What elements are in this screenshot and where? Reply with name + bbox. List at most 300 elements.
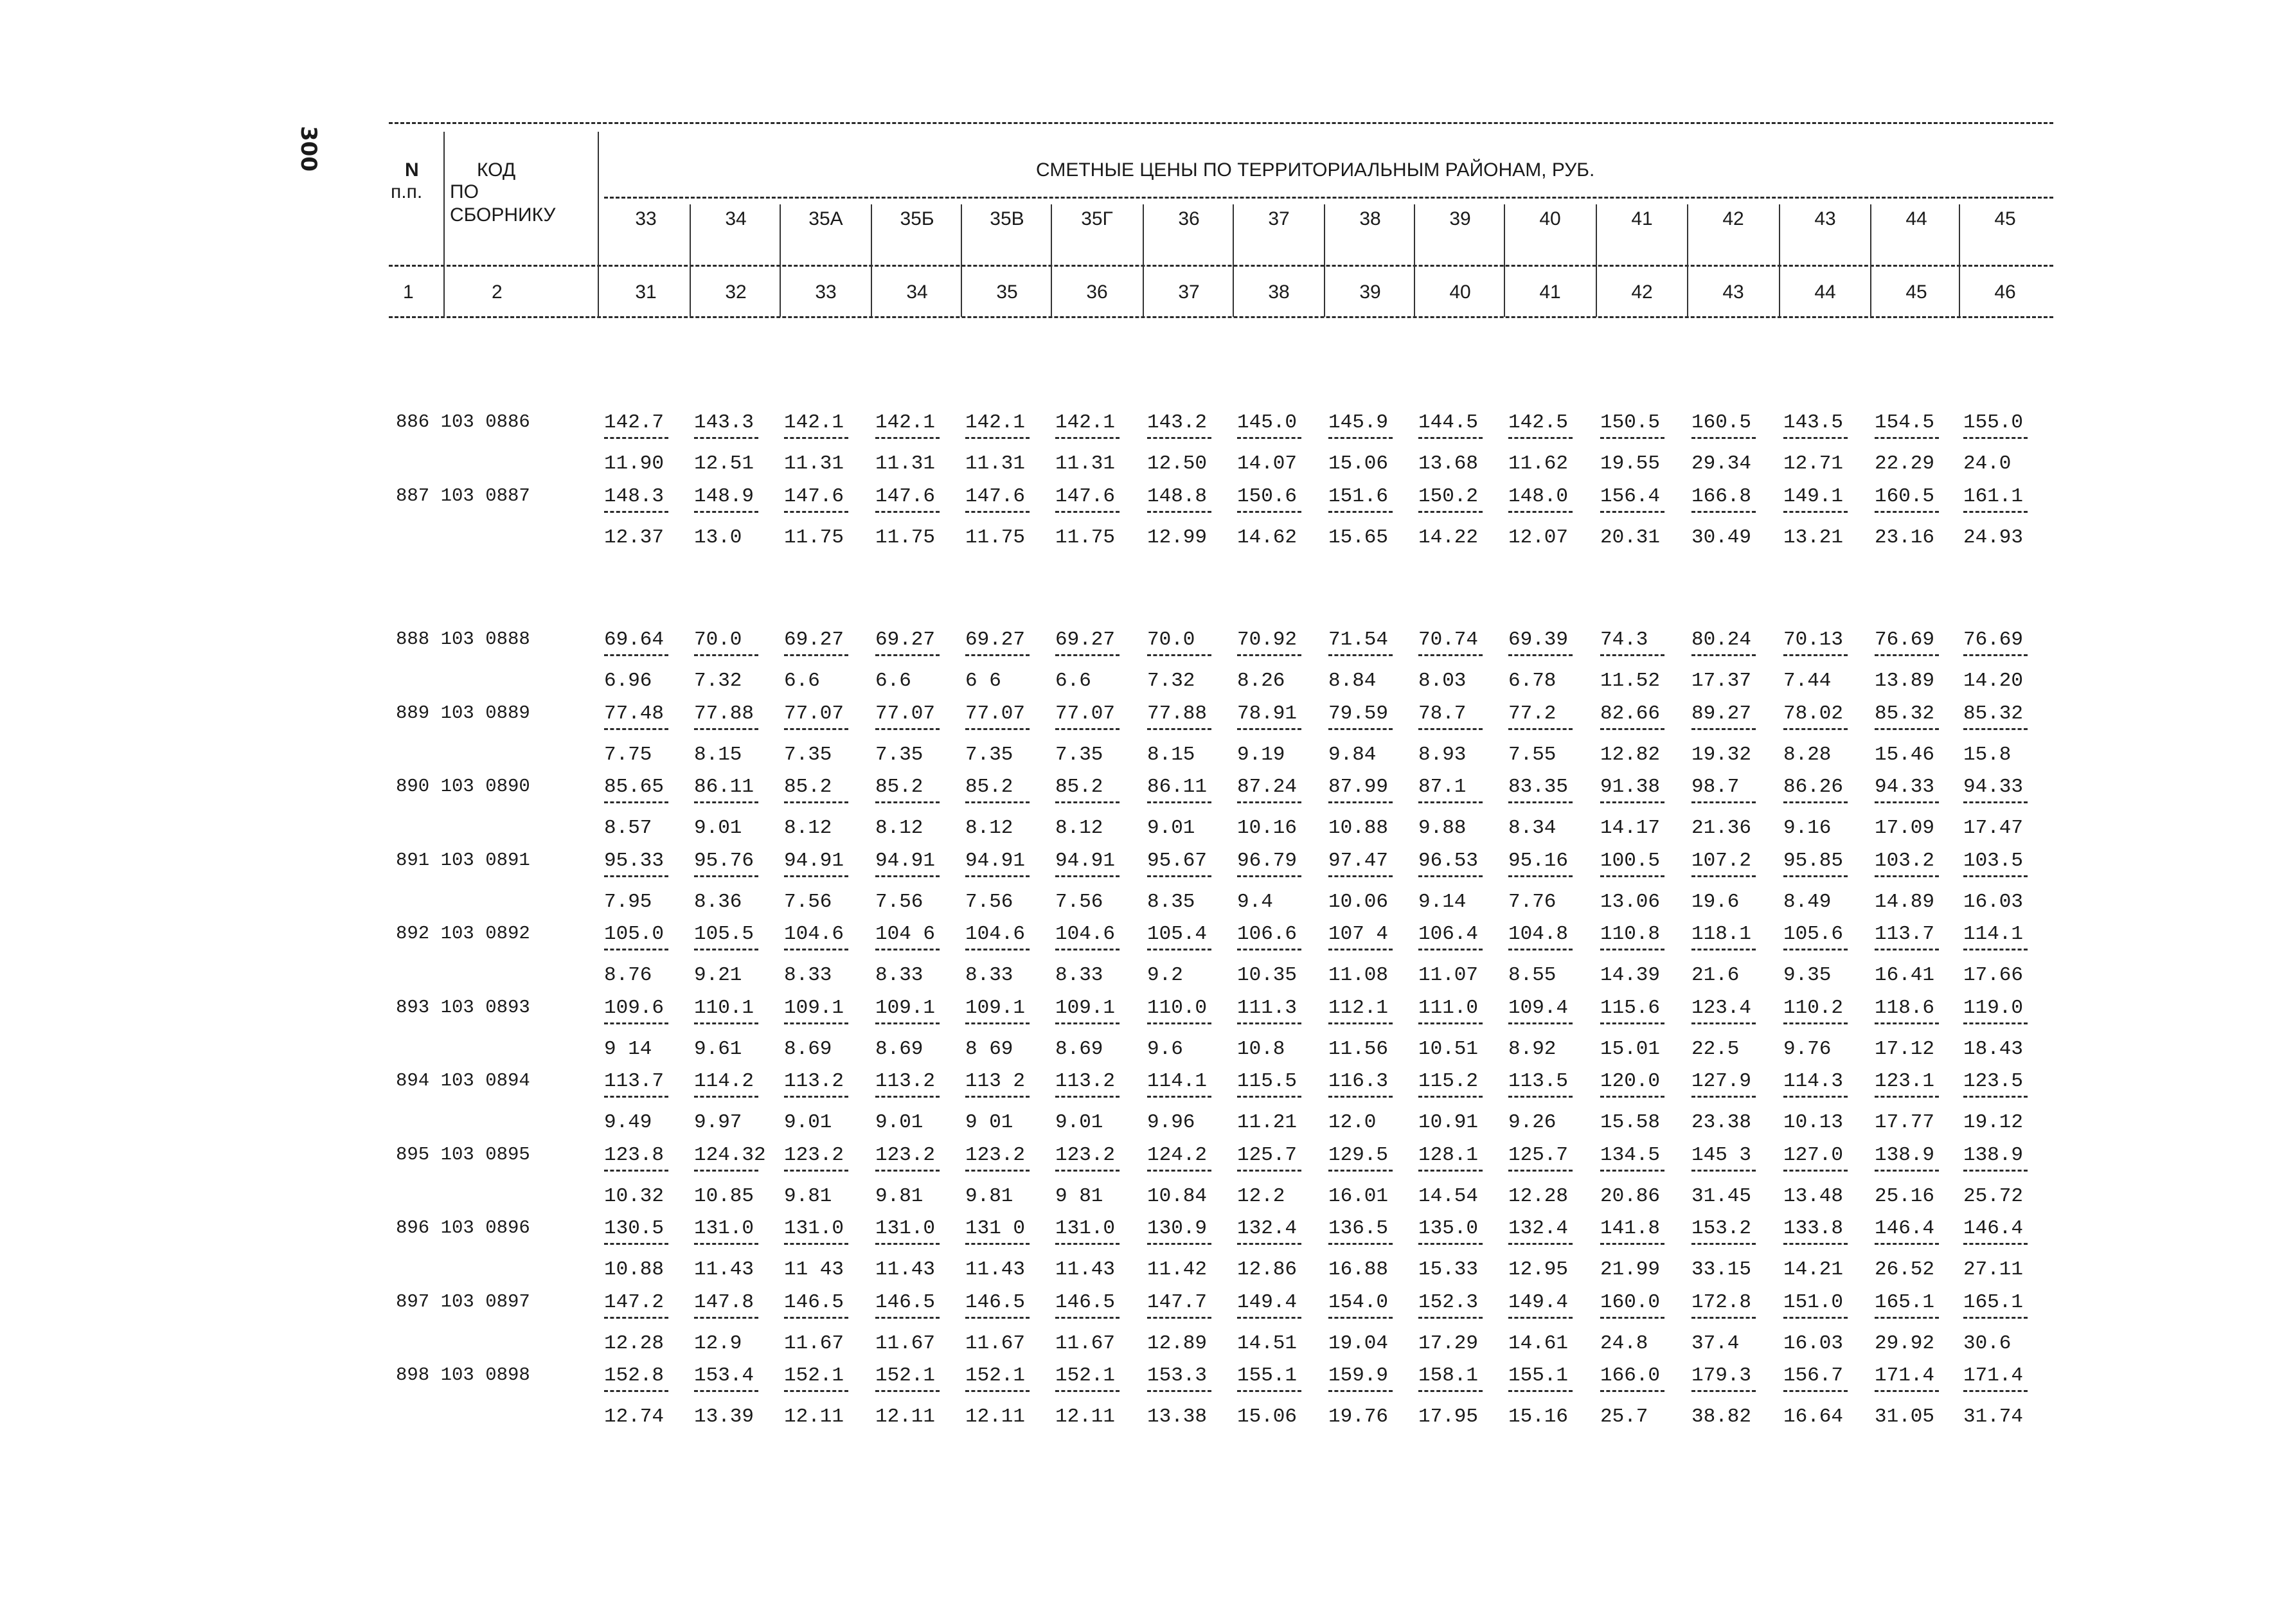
price-sub-value: 10.88 <box>1328 817 1389 839</box>
price-sub-value: 9.96 <box>1147 1111 1195 1134</box>
price-sub-value: 19.6 <box>1691 890 1740 913</box>
price-sub-value: 14.22 <box>1418 526 1479 549</box>
price-value: 78.02 <box>1783 702 1844 725</box>
price-value: 94.33 <box>1963 776 2024 798</box>
price-sub-value: 9.01 <box>1147 817 1195 839</box>
price-sub-value: 12.99 <box>1147 526 1208 549</box>
price-sub-value: 21.99 <box>1600 1258 1661 1281</box>
fraction-rule <box>694 875 758 877</box>
price-sub-value: 6 6 <box>965 670 1001 692</box>
column-separator <box>1051 204 1052 317</box>
fraction-rule <box>1147 801 1211 803</box>
fraction-rule <box>1691 1096 1756 1098</box>
fraction-rule <box>1328 1317 1393 1319</box>
page-number: 300 <box>296 126 321 172</box>
price-value: 148.3 <box>604 485 665 508</box>
price-value: 133.8 <box>1783 1217 1844 1240</box>
price-value: 113.2 <box>784 1070 844 1093</box>
price-sub-value: 13.06 <box>1600 890 1661 913</box>
price-value: 80.24 <box>1691 629 1752 651</box>
price-value: 78.7 <box>1418 702 1467 725</box>
price-sub-value: 10.16 <box>1237 817 1298 839</box>
price-value: 165.1 <box>1875 1290 1935 1314</box>
price-sub-value: 12.82 <box>1600 743 1661 766</box>
price-value: 128.1 <box>1418 1143 1479 1166</box>
fraction-rule <box>1963 437 2028 439</box>
price-value: 147.8 <box>694 1290 754 1314</box>
price-sub-value: 15.58 <box>1600 1111 1661 1134</box>
price-sub-value: 13.48 <box>1783 1184 1844 1208</box>
fraction-rule <box>784 437 848 439</box>
fraction-rule <box>604 1170 668 1172</box>
price-value: 138.9 <box>1963 1143 2024 1166</box>
price-sub-value: 11.56 <box>1328 1037 1389 1060</box>
price-sub-value: 25.16 <box>1875 1184 1935 1208</box>
price-value: 146.4 <box>1875 1217 1935 1240</box>
price-value: 123.4 <box>1691 996 1752 1019</box>
price-sub-value: 14.51 <box>1237 1332 1298 1355</box>
fraction-rule <box>1783 1170 1848 1172</box>
price-sub-value: 10.84 <box>1147 1184 1208 1208</box>
fraction-rule <box>1875 654 1939 656</box>
price-value: 143.2 <box>1147 411 1208 434</box>
price-value: 114.1 <box>1147 1070 1208 1093</box>
price-value: 113.5 <box>1508 1070 1569 1093</box>
price-value: 145 3 <box>1691 1143 1752 1166</box>
column-separator <box>1959 204 1960 317</box>
fraction-rule <box>784 654 848 656</box>
price-value: 94.91 <box>965 849 1026 872</box>
fraction-rule <box>784 1170 848 1172</box>
fraction-rule <box>965 1096 1030 1098</box>
price-sub-value: 25.72 <box>1963 1184 2024 1208</box>
price-value: 160.5 <box>1691 411 1752 434</box>
fraction-rule <box>875 437 940 439</box>
price-sub-value: 8.12 <box>1055 817 1103 839</box>
price-sub-value: 19.12 <box>1963 1111 2024 1134</box>
fraction-rule <box>1508 654 1573 656</box>
price-sub-value: 11.67 <box>965 1332 1026 1355</box>
fraction-rule <box>694 1170 758 1172</box>
fraction-rule <box>1418 801 1483 803</box>
price-sub-value: 9.19 <box>1237 743 1285 766</box>
price-value: 89.27 <box>1691 702 1752 725</box>
price-value: 125.7 <box>1508 1143 1569 1166</box>
fraction-rule <box>1147 1317 1211 1319</box>
price-sub-value: 7.35 <box>784 743 832 766</box>
header-npp-label: п.п. <box>391 181 423 202</box>
price-value: 147.7 <box>1147 1290 1208 1314</box>
row-code-label: 892 103 0892 <box>396 923 530 944</box>
district-header: 37 <box>1268 208 1290 229</box>
price-value: 152.1 <box>875 1364 936 1387</box>
fraction-rule <box>875 1170 940 1172</box>
column-separator <box>1143 204 1144 317</box>
fraction-rule <box>1418 728 1483 730</box>
price-sub-value: 9 01 <box>965 1111 1013 1134</box>
price-value: 77.07 <box>784 702 844 725</box>
fraction-rule <box>1508 875 1573 877</box>
fraction-rule <box>1418 1022 1483 1024</box>
price-sub-value: 11.31 <box>875 452 936 475</box>
fraction-rule <box>604 949 668 950</box>
fraction-rule <box>1963 511 2028 513</box>
fraction-rule <box>1508 949 1573 950</box>
fraction-rule <box>784 728 848 730</box>
price-value: 146.5 <box>1055 1290 1116 1314</box>
price-sub-value: 24.8 <box>1600 1332 1648 1355</box>
fraction-rule <box>1963 1170 2028 1172</box>
price-sub-value: 14.20 <box>1963 670 2024 692</box>
price-value: 96.53 <box>1418 849 1479 872</box>
price-sub-value: 22.29 <box>1875 452 1935 475</box>
price-sub-value: 23.16 <box>1875 526 1935 549</box>
price-sub-value: 17.47 <box>1963 817 2024 839</box>
price-value: 87.99 <box>1328 776 1389 798</box>
fraction-rule <box>694 1390 758 1392</box>
price-sub-value: 8.12 <box>965 817 1013 839</box>
column-separator <box>961 204 962 317</box>
fraction-rule <box>1875 1022 1939 1024</box>
price-sub-value: 8.84 <box>1328 670 1377 692</box>
fraction-rule <box>1691 1243 1756 1245</box>
price-sub-value: 37.4 <box>1691 1332 1740 1355</box>
price-sub-value: 30.49 <box>1691 526 1752 549</box>
fraction-rule <box>875 1243 940 1245</box>
price-sub-value: 15.01 <box>1600 1037 1661 1060</box>
fraction-rule <box>1237 511 1301 513</box>
price-value: 125.7 <box>1237 1143 1298 1166</box>
price-value: 104 6 <box>875 923 936 945</box>
price-value: 87.24 <box>1237 776 1298 798</box>
fraction-rule <box>604 1390 668 1392</box>
column-number: 42 <box>1631 281 1653 303</box>
price-value: 152.1 <box>784 1364 844 1387</box>
price-sub-value: 9.14 <box>1418 890 1467 913</box>
price-sub-value: 13.89 <box>1875 670 1935 692</box>
fraction-rule <box>1963 1096 2028 1098</box>
price-value: 152.8 <box>604 1364 665 1387</box>
fraction-rule <box>1783 875 1848 877</box>
price-value: 104.6 <box>1055 923 1116 945</box>
fraction-rule <box>1875 1243 1939 1245</box>
price-value: 109.4 <box>1508 996 1569 1019</box>
price-sub-value: 15.8 <box>1963 743 2012 766</box>
price-sub-value: 14.17 <box>1600 817 1661 839</box>
fraction-rule <box>1147 1022 1211 1024</box>
fraction-rule <box>1783 1243 1848 1245</box>
fraction-rule <box>965 1243 1030 1245</box>
price-value: 77.07 <box>965 702 1026 725</box>
price-sub-value: 9.88 <box>1418 817 1467 839</box>
price-value: 110.2 <box>1783 996 1844 1019</box>
price-value: 142.1 <box>965 411 1026 434</box>
fraction-rule <box>965 1317 1030 1319</box>
price-value: 76.69 <box>1875 629 1935 651</box>
price-value: 109.1 <box>875 996 936 1019</box>
price-sub-value: 8.33 <box>1055 964 1103 986</box>
price-sub-value: 14.54 <box>1418 1184 1479 1208</box>
price-value: 115.6 <box>1600 996 1661 1019</box>
price-value: 152.1 <box>1055 1364 1116 1387</box>
column-number: 31 <box>635 281 657 303</box>
fraction-rule <box>1328 1096 1393 1098</box>
row-code-label: 889 103 0889 <box>396 702 530 724</box>
price-sub-value: 9.16 <box>1783 817 1832 839</box>
price-value: 148.0 <box>1508 485 1569 508</box>
fraction-rule <box>694 801 758 803</box>
price-value: 131 0 <box>965 1217 1026 1240</box>
price-sub-value: 30.6 <box>1963 1332 2012 1355</box>
price-value: 95.85 <box>1783 849 1844 872</box>
header-prices-title: СМЕТНЫЕ ЦЕНЫ ПО ТЕРРИТОРИАЛЬНЫМ РАЙОНАМ, РУБ. <box>1036 159 1595 181</box>
price-sub-value: 11.21 <box>1237 1111 1298 1134</box>
price-value: 77.88 <box>694 702 754 725</box>
price-sub-value: 15.33 <box>1418 1258 1479 1281</box>
price-sub-value: 11.75 <box>784 526 844 549</box>
row-code-label: 891 103 0891 <box>396 849 530 871</box>
district-header: 35Г <box>1081 208 1113 229</box>
price-value: 109.1 <box>784 996 844 1019</box>
price-sub-value: 12.9 <box>694 1332 742 1355</box>
price-sub-value: 7.56 <box>1055 890 1103 913</box>
price-sub-value: 9.21 <box>694 964 742 986</box>
price-sub-value: 19.32 <box>1691 743 1752 766</box>
price-sub-value: 33.15 <box>1691 1258 1752 1281</box>
price-value: 86.11 <box>694 776 754 798</box>
price-sub-value: 12.71 <box>1783 452 1844 475</box>
price-sub-value: 9.81 <box>875 1184 923 1208</box>
price-sub-value: 16.88 <box>1328 1258 1389 1281</box>
price-sub-value: 9.49 <box>604 1111 652 1134</box>
price-value: 149.1 <box>1783 485 1844 508</box>
fraction-rule <box>1963 1317 2028 1319</box>
price-sub-value: 17.29 <box>1418 1332 1479 1355</box>
price-value: 148.8 <box>1147 485 1208 508</box>
price-sub-value: 12.11 <box>875 1405 936 1428</box>
column-number: 40 <box>1449 281 1471 303</box>
price-sub-value: 15.46 <box>1875 743 1935 766</box>
column-separator <box>1596 204 1597 317</box>
fraction-rule <box>1783 1096 1848 1098</box>
fraction-rule <box>1147 949 1211 950</box>
fraction-rule <box>1875 801 1939 803</box>
fraction-rule <box>1328 1243 1393 1245</box>
price-value: 131.0 <box>1055 1217 1116 1240</box>
price-value: 103.5 <box>1963 849 2024 872</box>
fraction-rule <box>1418 875 1483 877</box>
fraction-rule <box>1328 801 1393 803</box>
price-sub-value: 7.95 <box>604 890 652 913</box>
price-value: 145.9 <box>1328 411 1389 434</box>
fraction-rule <box>1691 654 1756 656</box>
fraction-rule <box>1508 728 1573 730</box>
price-value: 77.07 <box>875 702 936 725</box>
price-value: 159.9 <box>1328 1364 1389 1387</box>
price-value: 97.47 <box>1328 849 1389 872</box>
price-value: 134.5 <box>1600 1143 1661 1166</box>
price-value: 147.6 <box>1055 485 1116 508</box>
price-value: 69.27 <box>1055 629 1116 651</box>
price-value: 153.3 <box>1147 1364 1208 1387</box>
price-value: 142.1 <box>784 411 844 434</box>
price-value: 104.8 <box>1508 923 1569 945</box>
price-value: 132.4 <box>1508 1217 1569 1240</box>
price-value: 154.0 <box>1328 1290 1389 1314</box>
colnum-2: 2 <box>492 281 503 303</box>
price-sub-value: 6.6 <box>875 670 911 692</box>
header-separator <box>598 132 599 318</box>
column-number: 35 <box>996 281 1018 303</box>
price-value: 142.1 <box>875 411 936 434</box>
price-sub-value: 14.89 <box>1875 890 1935 913</box>
price-value: 127.9 <box>1691 1070 1752 1093</box>
price-value: 171.4 <box>1875 1364 1935 1387</box>
row-code-label: 898 103 0898 <box>396 1364 530 1386</box>
price-value: 123.1 <box>1875 1070 1935 1093</box>
price-value: 130.9 <box>1147 1217 1208 1240</box>
price-sub-value: 6.78 <box>1508 670 1557 692</box>
price-sub-value: 11.52 <box>1600 670 1661 692</box>
price-value: 70.0 <box>694 629 742 651</box>
fraction-rule <box>1691 875 1756 877</box>
fraction-rule <box>1691 1317 1756 1319</box>
fraction-rule <box>1418 654 1483 656</box>
fraction-rule <box>1237 654 1301 656</box>
fraction-rule <box>604 654 668 656</box>
row-code-label: 893 103 0893 <box>396 996 530 1018</box>
price-value: 142.5 <box>1508 411 1569 434</box>
fraction-rule <box>694 437 758 439</box>
column-separator <box>871 204 872 317</box>
fraction-rule <box>694 1317 758 1319</box>
district-header: 35А <box>808 208 843 229</box>
price-sub-value: 16.01 <box>1328 1184 1389 1208</box>
price-sub-value: 9.81 <box>965 1184 1013 1208</box>
price-sub-value: 7.35 <box>1055 743 1103 766</box>
price-sub-value: 15.65 <box>1328 526 1389 549</box>
colnum-1: 1 <box>403 281 414 303</box>
price-value: 148.9 <box>694 485 754 508</box>
price-sub-value: 25.7 <box>1600 1405 1648 1428</box>
fraction-rule <box>1875 1170 1939 1172</box>
price-value: 77.07 <box>1055 702 1116 725</box>
fraction-rule <box>694 1096 758 1098</box>
price-sub-value: 16.41 <box>1875 964 1935 986</box>
price-sub-value: 9.6 <box>1147 1037 1183 1060</box>
price-sub-value: 7.35 <box>875 743 923 766</box>
fraction-rule <box>1147 875 1211 877</box>
price-value: 77.88 <box>1147 702 1208 725</box>
fraction-rule <box>1963 728 2028 730</box>
price-value: 149.4 <box>1237 1290 1298 1314</box>
price-sub-value: 8.36 <box>694 890 742 913</box>
price-sub-value: 8.93 <box>1418 743 1467 766</box>
fraction-rule <box>965 875 1030 877</box>
price-sub-value: 9.61 <box>694 1037 742 1060</box>
price-value: 109.6 <box>604 996 665 1019</box>
price-sub-value: 10.85 <box>694 1184 754 1208</box>
price-sub-value: 8.33 <box>784 964 832 986</box>
price-value: 86.26 <box>1783 776 1844 798</box>
header-top-rule <box>389 122 2053 124</box>
fraction-rule <box>1783 654 1848 656</box>
fraction-rule <box>965 949 1030 950</box>
price-sub-value: 21.6 <box>1691 964 1740 986</box>
fraction-rule <box>1508 1096 1573 1098</box>
price-sub-value: 11.62 <box>1508 452 1569 475</box>
price-value: 85.65 <box>604 776 665 798</box>
price-sub-value: 11.67 <box>875 1332 936 1355</box>
price-value: 153.2 <box>1691 1217 1752 1240</box>
fraction-rule <box>1055 875 1120 877</box>
price-sub-value: 24.93 <box>1963 526 2024 549</box>
price-sub-value: 12.0 <box>1328 1111 1377 1134</box>
fraction-rule <box>1508 1170 1573 1172</box>
price-value: 116.3 <box>1328 1070 1389 1093</box>
fraction-rule <box>1055 1317 1120 1319</box>
column-number: 46 <box>1994 281 2016 303</box>
fraction-rule <box>1147 728 1211 730</box>
price-sub-value: 9.81 <box>784 1184 832 1208</box>
price-value: 113.7 <box>1875 923 1935 945</box>
district-header: 42 <box>1722 208 1744 229</box>
price-value: 165.1 <box>1963 1290 2024 1314</box>
fraction-rule <box>1783 1022 1848 1024</box>
price-value: 98.7 <box>1691 776 1740 798</box>
price-value: 151.0 <box>1783 1290 1844 1314</box>
fraction-rule <box>1691 1170 1756 1172</box>
fraction-rule <box>1600 1317 1664 1319</box>
price-value: 171.4 <box>1963 1364 2024 1387</box>
price-value: 135.0 <box>1418 1217 1479 1240</box>
price-value: 141.8 <box>1600 1217 1661 1240</box>
price-value: 82.66 <box>1600 702 1661 725</box>
fraction-rule <box>1875 1317 1939 1319</box>
price-value: 91.38 <box>1600 776 1661 798</box>
fraction-rule <box>1963 1022 2028 1024</box>
price-value: 115.5 <box>1237 1070 1298 1093</box>
price-sub-value: 23.38 <box>1691 1111 1752 1134</box>
price-value: 69.64 <box>604 629 665 651</box>
price-sub-value: 8.15 <box>694 743 742 766</box>
fraction-rule <box>875 1390 940 1392</box>
fraction-rule <box>1418 1317 1483 1319</box>
fraction-rule <box>1600 654 1664 656</box>
price-value: 152.3 <box>1418 1290 1479 1314</box>
price-value: 147.6 <box>875 485 936 508</box>
district-header: 34 <box>725 208 747 229</box>
row-code-label: 887 103 0887 <box>396 485 530 506</box>
fraction-rule <box>1237 1243 1301 1245</box>
price-value: 146.5 <box>965 1290 1026 1314</box>
row-code-label: 888 103 0888 <box>396 629 530 650</box>
price-sub-value: 14.61 <box>1508 1332 1569 1355</box>
price-sub-value: 11.31 <box>965 452 1026 475</box>
district-header: 33 <box>635 208 657 229</box>
price-sub-value: 8.03 <box>1418 670 1467 692</box>
price-sub-value: 7.55 <box>1508 743 1557 766</box>
price-value: 85.2 <box>784 776 832 798</box>
price-value: 94.33 <box>1875 776 1935 798</box>
district-header: 41 <box>1631 208 1653 229</box>
price-sub-value: 27.11 <box>1963 1258 2024 1281</box>
fraction-rule <box>875 875 940 877</box>
price-value: 70.92 <box>1237 629 1298 651</box>
fraction-rule <box>604 511 668 513</box>
price-sub-value: 9.01 <box>1055 1111 1103 1134</box>
price-value: 83.35 <box>1508 776 1569 798</box>
